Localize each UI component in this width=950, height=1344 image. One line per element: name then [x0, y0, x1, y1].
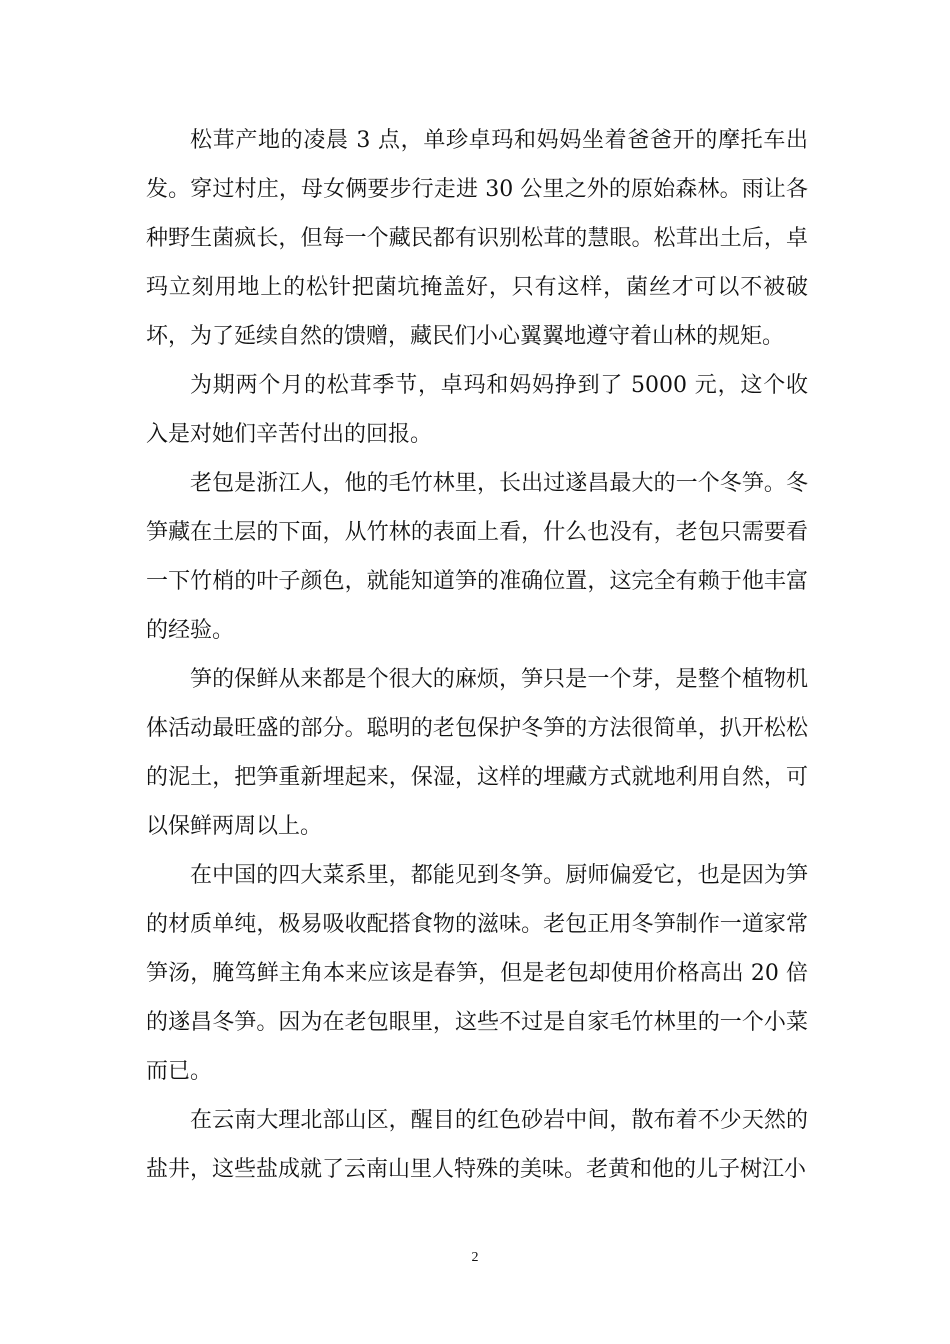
page-number: 2: [471, 1250, 479, 1265]
paragraph: 为期两个月的松茸季节，卓玛和妈妈挣到了 5000 元，这个收入是对她们辛苦付出的回报。: [146, 373, 808, 447]
paragraph: 在中国的四大菜系里，都能见到冬笋。厨师偏爱它，也是因为笋的材质单纯，极易吸收配搭食物的滋味。老包正用冬笋制作一道家常笋汤，腌笃鲜主角本来应该是春笋，但是老包却使用价格高出 20 倍的遂昌冬笋。因为在老包眼里，这些不过是自家毛竹林里的一个小菜而已。: [146, 863, 808, 1084]
paragraph: 在云南大理北部山区，醒目的红色砂岩中间，散布着不少天然的盐井，这些盐成就了云南山里人特殊的美味。老黄和他的儿子树江小: [146, 1108, 808, 1182]
body-text: [146, 116, 808, 1194]
paragraph: 松茸产地的凌晨 3 点，单珍卓玛和妈妈坐着爸爸开的摩托车出发。穿过村庄，母女俩要步行走进 30 公里之外的原始森林。雨让各种野生菌疯长，但每一个藏民都有识别松茸的慧眼。松茸出土后，卓玛立刻用地上的松针把菌坑掩盖好，只有这样，菌丝才可以不被破坏，为了延续自然的馈赠，藏民们小心翼翼地遵守着山林的规矩。: [146, 128, 808, 349]
paragraph: 笋的保鲜从来都是个很大的麻烦，笋只是一个芽，是整个植物机体活动最旺盛的部分。聪明的老包保护冬笋的方法很简单，扒开松松的泥土，把笋重新埋起来，保湿，这样的埋藏方式就地利用自然，可以保鲜两周以上。: [146, 667, 808, 839]
paragraph: 老包是浙江人，他的毛竹林里，长出过遂昌最大的一个冬笋。冬笋藏在土层的下面，从竹林的表面上看，什么也没有，老包只需要看一下竹梢的叶子颜色，就能知道笋的准确位置，这完全有赖于他丰富的经验。: [146, 471, 808, 643]
